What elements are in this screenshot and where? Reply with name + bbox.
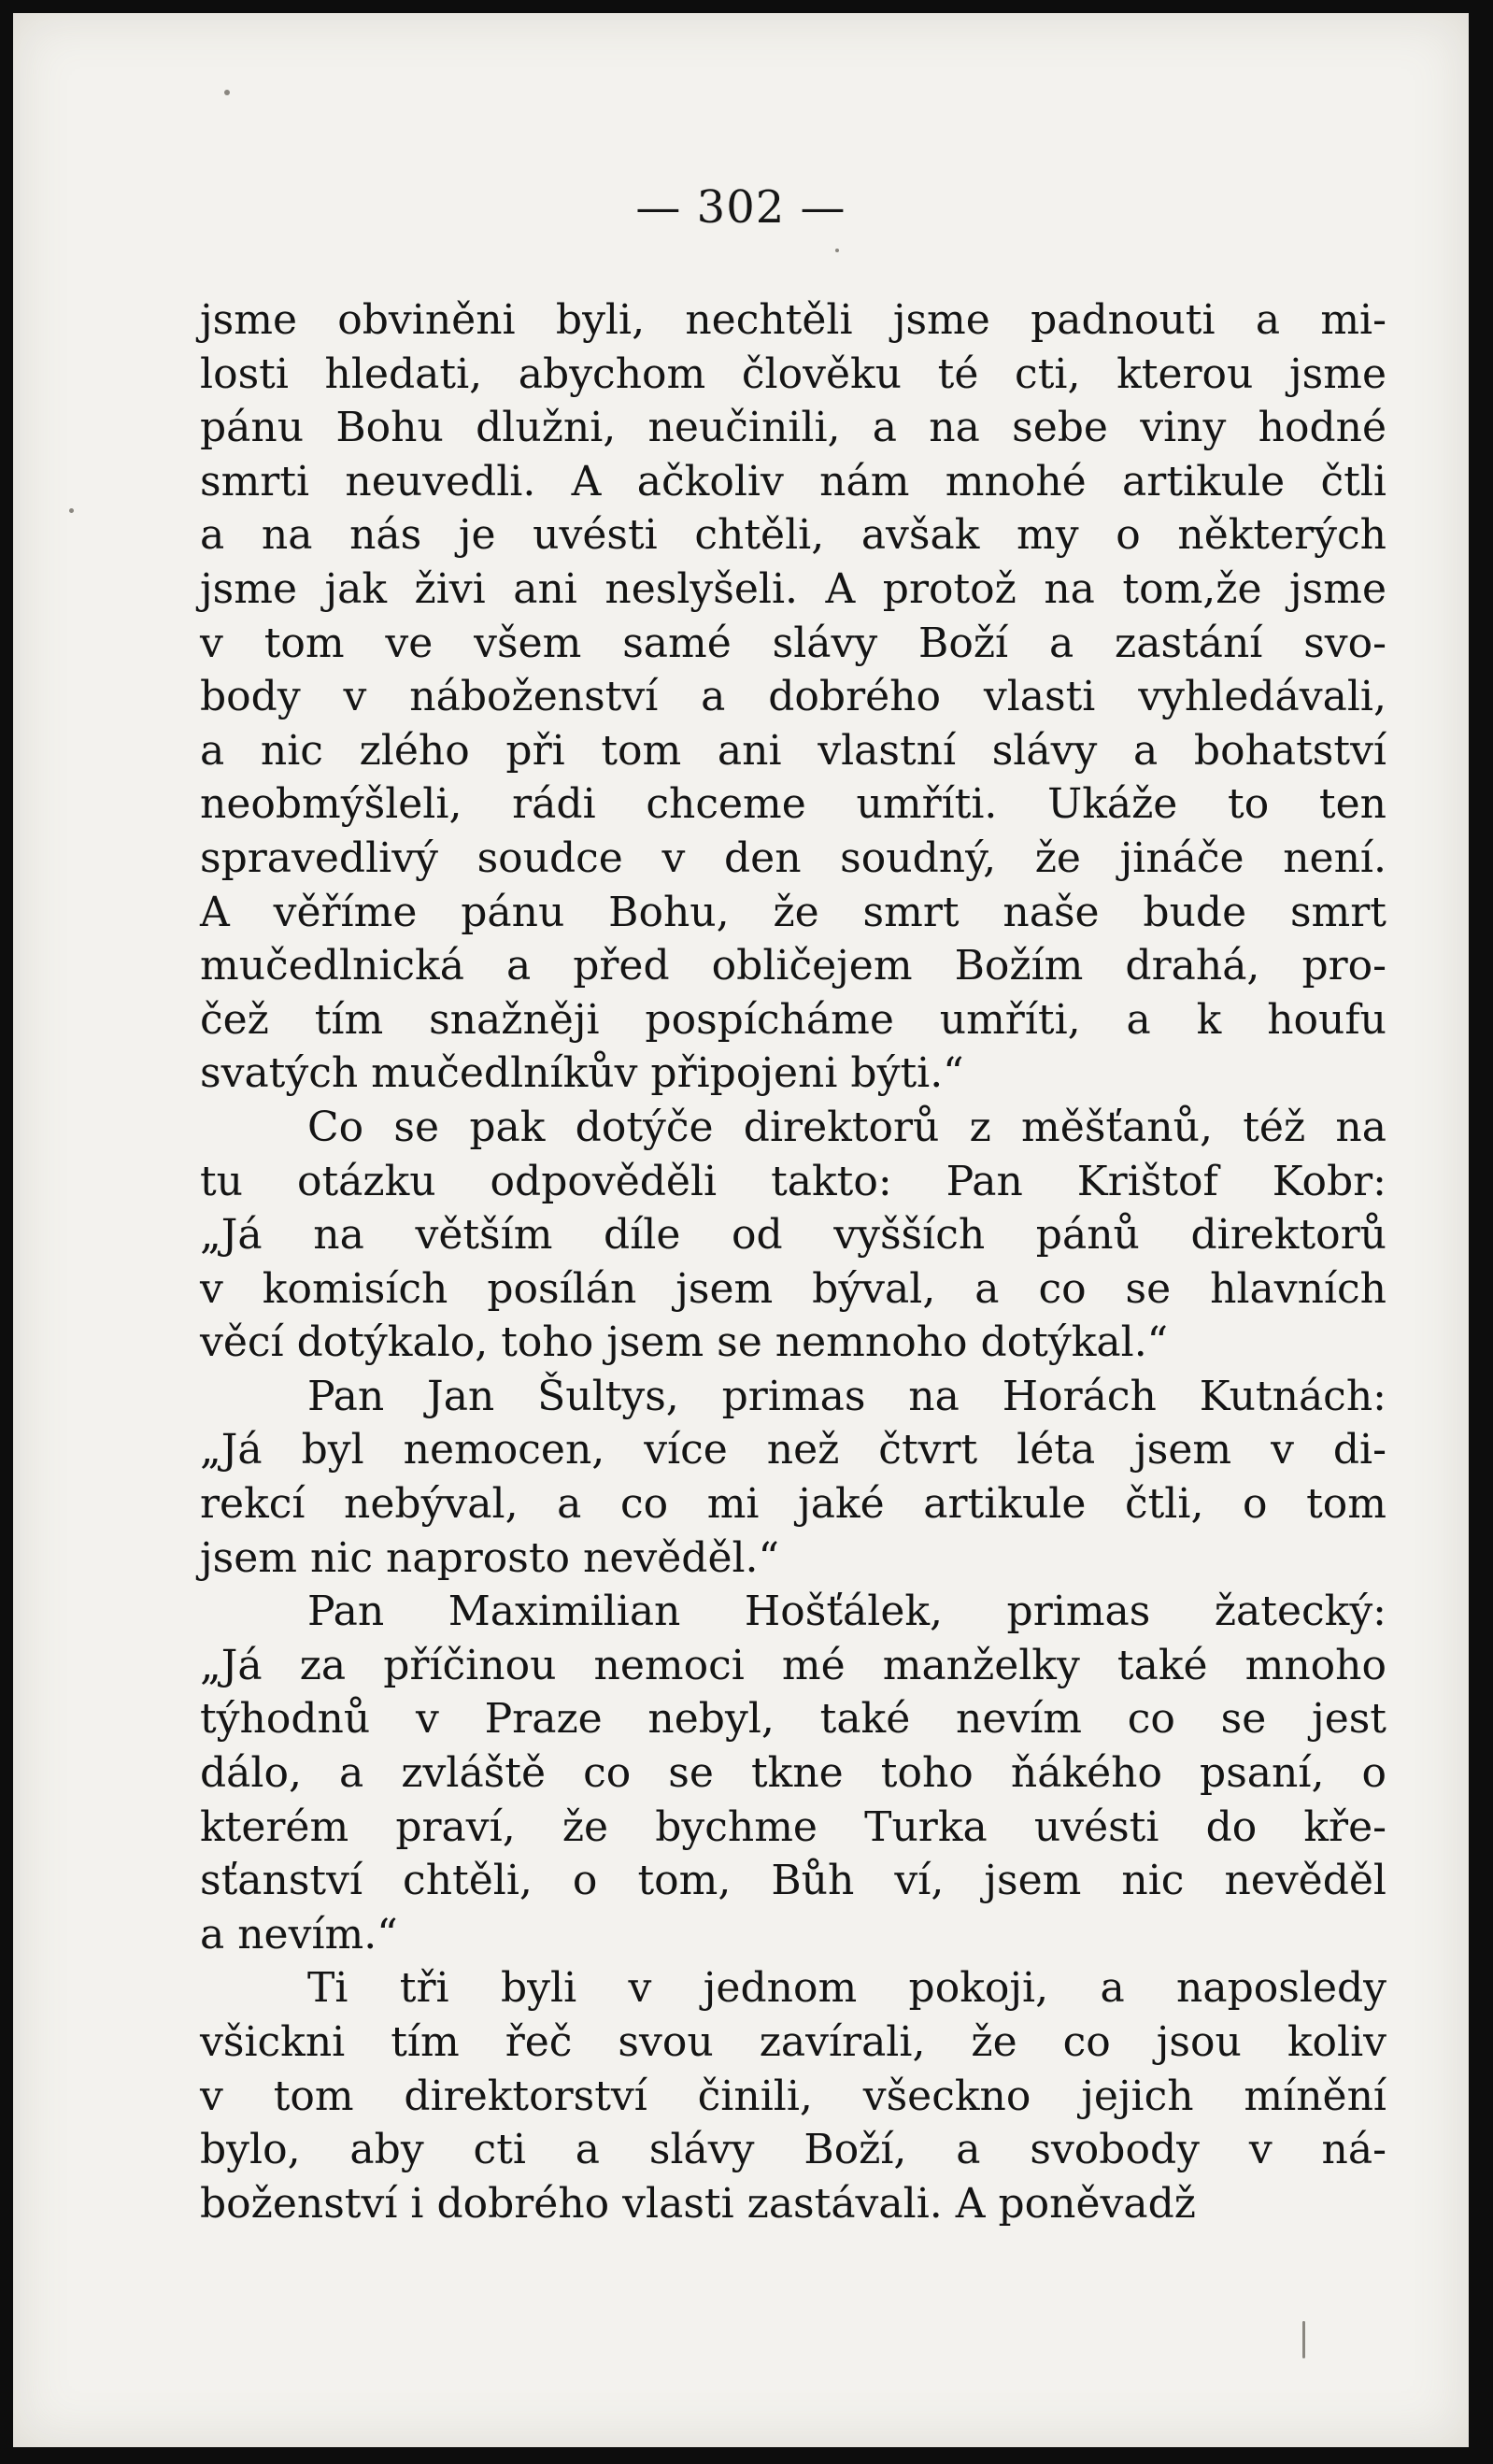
text-line: „Já na větším díle od vyšších pánů direktorů bbox=[200, 1211, 1386, 1260]
paper-speck bbox=[835, 249, 839, 252]
text-line: body v náboženství a dobrého vlasti vyhledávali, bbox=[200, 673, 1386, 721]
text-line: a nevím.“ bbox=[200, 1910, 398, 1958]
text-line: „Já byl nemocen, více než čtvrt léta jsem v di- bbox=[200, 1426, 1386, 1474]
page-number: — 302 — bbox=[635, 181, 846, 234]
text-line: jsem nic naprosto nevěděl.“ bbox=[200, 1533, 780, 1582]
text-line: kterém praví, že bychme Turka uvésti do kře- bbox=[200, 1802, 1386, 1851]
paper-speck bbox=[224, 90, 230, 95]
text-line: boženství i dobrého vlasti zastávali. A poněvadž bbox=[200, 2179, 1196, 2228]
text-line: v tom ve všem samé slávy Boží a zastání svo- bbox=[200, 619, 1386, 667]
text-line: A věříme pánu Bohu, že smrt naše bude smrt bbox=[200, 888, 1386, 936]
text-line: smrti neuvedli. A ačkoliv nám mnohé artikule čtli bbox=[200, 457, 1386, 506]
text-line: spravedlivý soudce v den soudný, že jináče není. bbox=[200, 833, 1386, 882]
text-line: „Já za příčinou nemoci mé manželky také mnoho bbox=[200, 1641, 1386, 1689]
paper-speck bbox=[69, 508, 74, 513]
text-line: bylo, aby cti a slávy Boží, a svobody v ná- bbox=[200, 2126, 1386, 2174]
book-page bbox=[13, 13, 1469, 2447]
text-line: mučedlnická a před obličejem Božím drahá, pro- bbox=[200, 942, 1386, 990]
paper-speck bbox=[1302, 2321, 1305, 2358]
text-line: v tom direktorství činili, všeckno jejich mínění bbox=[200, 2072, 1386, 2120]
text-line: a nic zlého při tom ani vlastní slávy a bohatství bbox=[200, 726, 1386, 775]
text-line: tu otázku odpověděli takto: Pan Krištof Kobr: bbox=[200, 1157, 1386, 1205]
text-line: jsme obviněni byli, nechtěli jsme padnouti a mi- bbox=[200, 296, 1386, 344]
text-line: věcí dotýkalo, toho jsem se nemnoho dotýkal.“ bbox=[200, 1318, 1169, 1367]
text-line: a na nás je uvésti chtěli, avšak my o některých bbox=[200, 511, 1386, 560]
text-line: Pan Jan Šultys, primas na Horách Kutnách: bbox=[307, 1372, 1386, 1420]
text-line: sťanství chtěli, o tom, Bůh ví, jsem nic nevěděl bbox=[200, 1857, 1386, 1905]
text-line: týhodnů v Praze nebyl, také nevím co se jest bbox=[200, 1695, 1386, 1744]
text-line: Ti tři byli v jednom pokoji, a naposledy bbox=[307, 1964, 1386, 2013]
text-line: všickni tím řeč svou zavírali, že co jsou koliv bbox=[200, 2018, 1386, 2066]
text-line: čež tím snažněji pospícháme umříti, a k houfu bbox=[200, 995, 1386, 1044]
text-line: v komisích posílán jsem býval, a co se hlavních bbox=[200, 1264, 1386, 1313]
text-line: rekcí nebýval, a co mi jaké artikule čtli, o tom bbox=[200, 1480, 1386, 1529]
text-line: jsme jak živi ani neslyšeli. A protož na tom,že jsme bbox=[200, 564, 1386, 613]
text-line: dálo, a zvláště co se tkne toho ňákého psaní, o bbox=[200, 1749, 1386, 1798]
text-line: losti hledati, abychom člověku té cti, kterou jsme bbox=[200, 349, 1386, 398]
text-line: Co se pak dotýče direktorů z měšťanů, též na bbox=[307, 1103, 1386, 1151]
text-line: pánu Bohu dlužni, neučinili, a na sebe viny hodné bbox=[200, 404, 1386, 452]
text-line: Pan Maximilian Hošťálek, primas žatecký: bbox=[307, 1588, 1386, 1636]
body-text bbox=[200, 293, 1386, 2230]
text-line: neobmýšleli, rádi chceme umříti. Ukáže to ten bbox=[200, 780, 1386, 829]
text-line: svatých mučedlníkův připojeni býti.“ bbox=[200, 1049, 964, 1098]
